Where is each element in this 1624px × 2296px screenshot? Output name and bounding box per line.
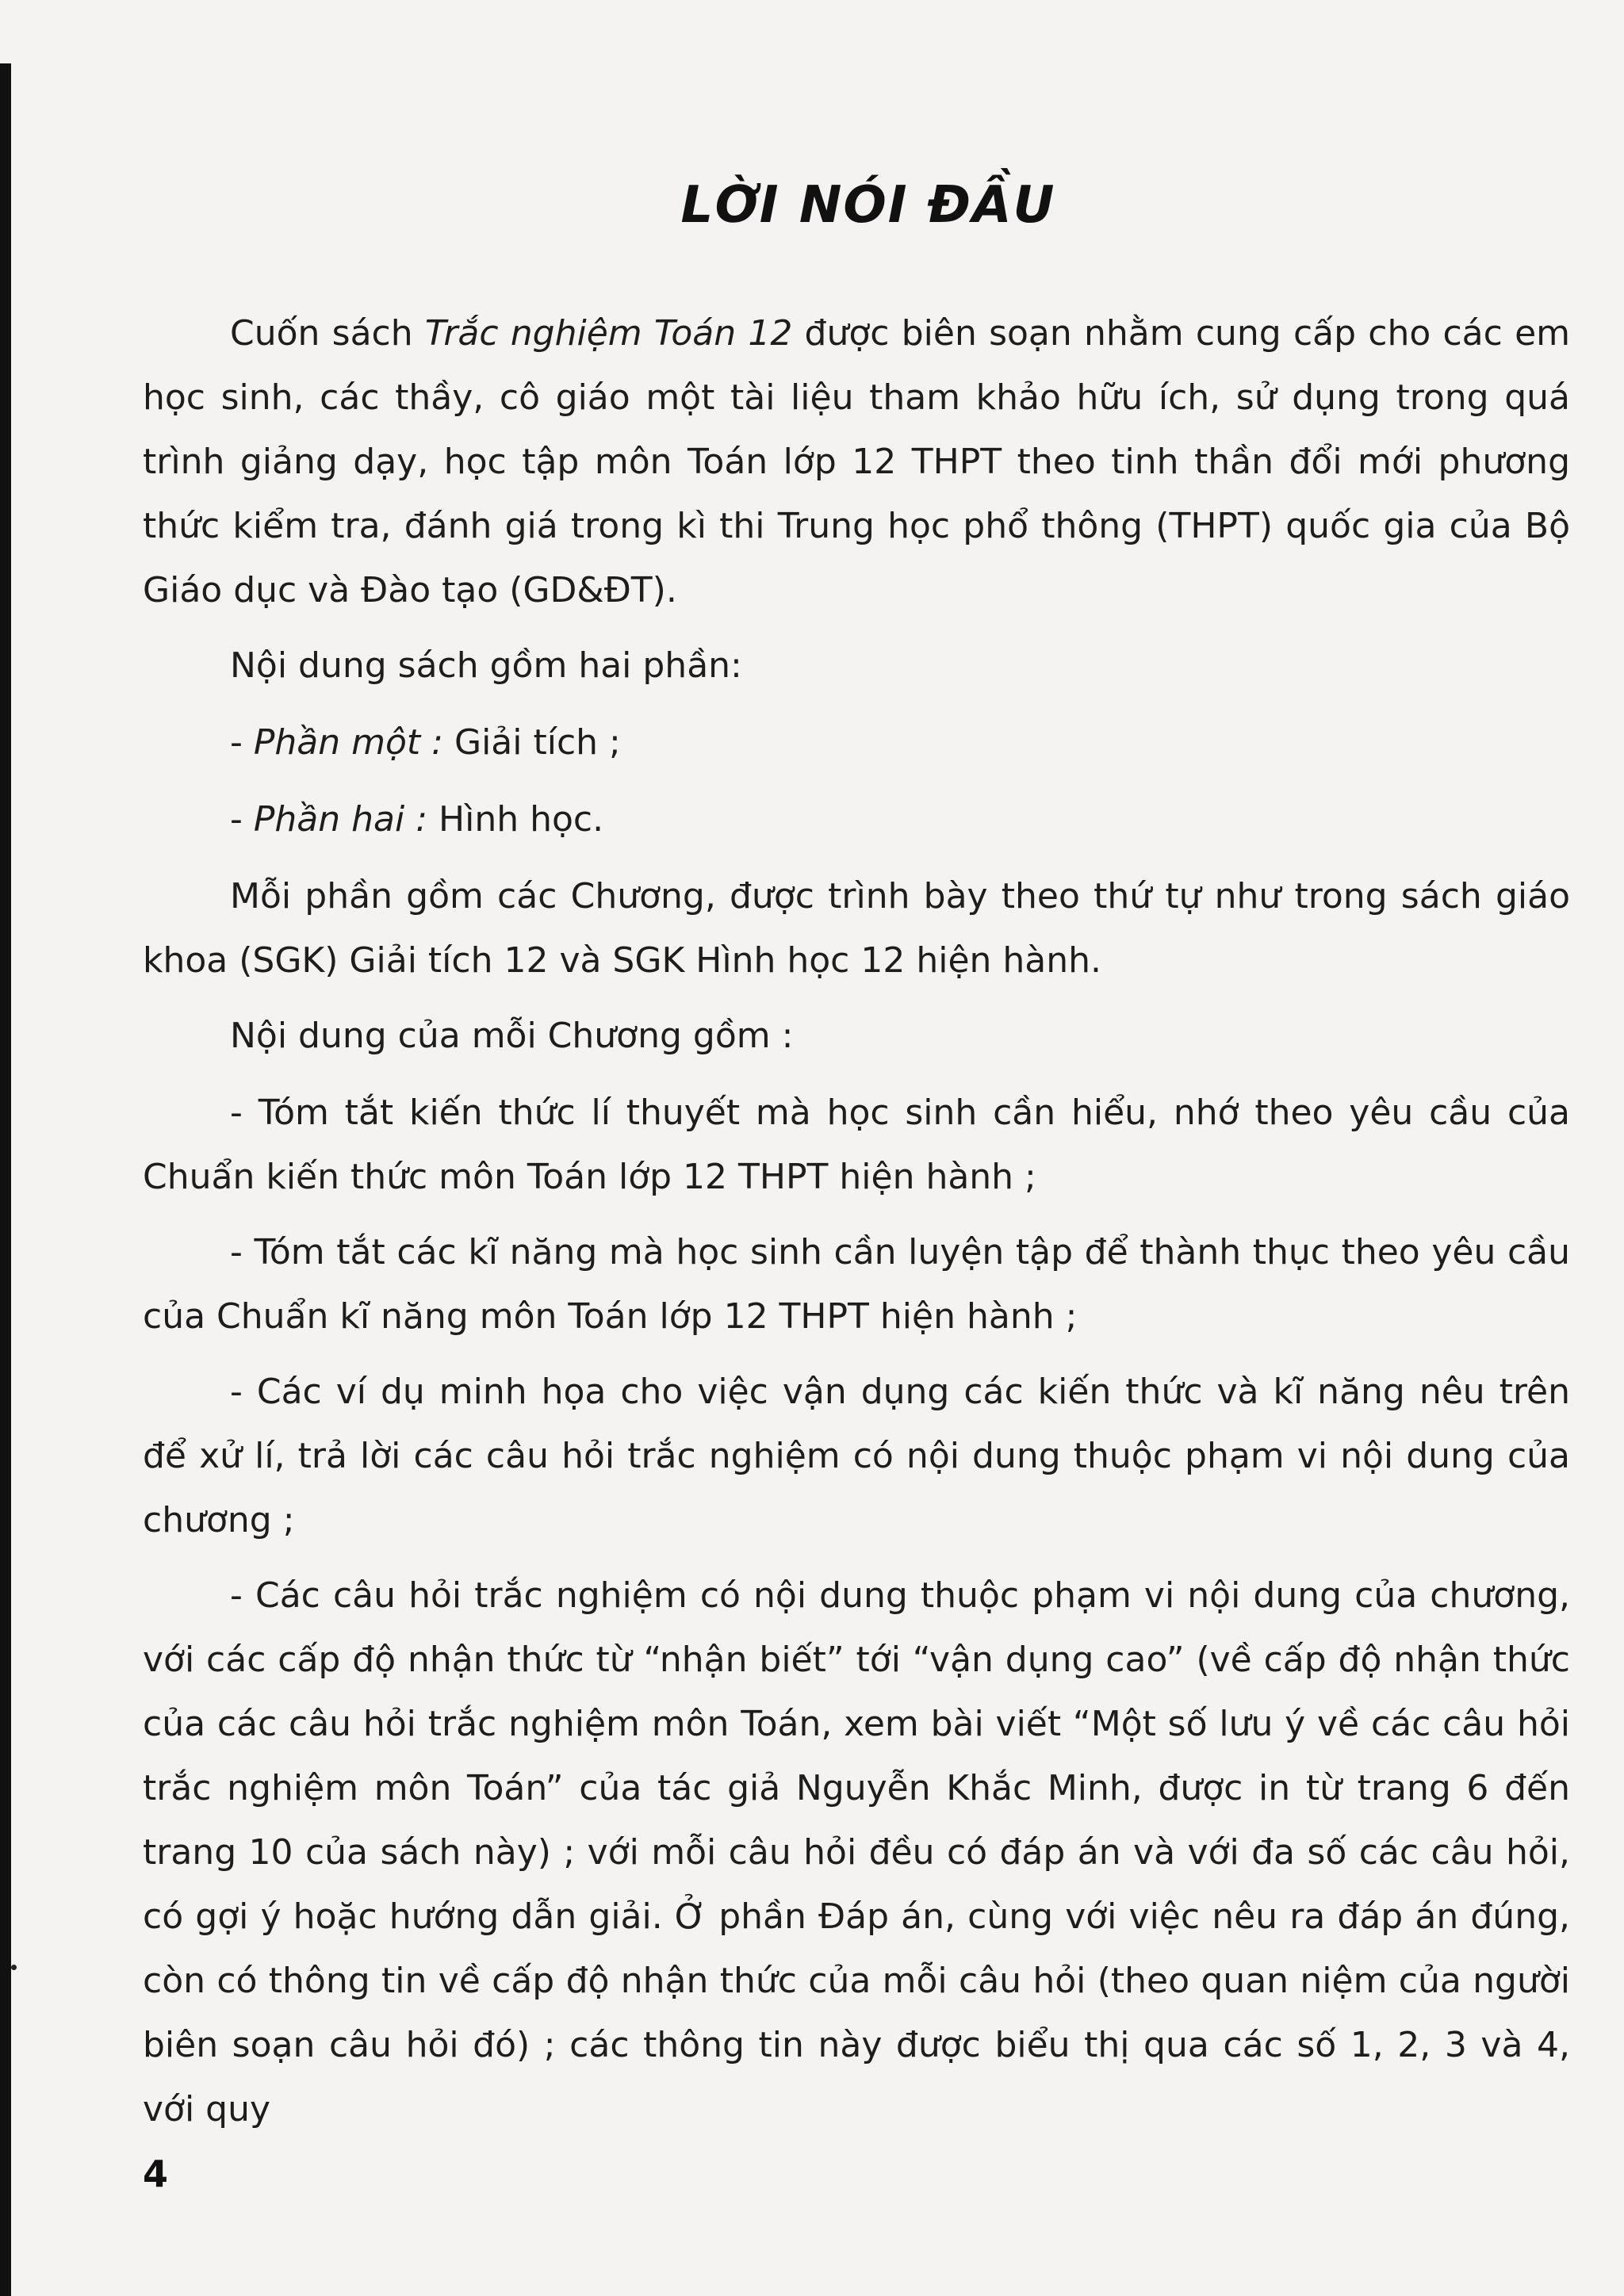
part-one-label: Phần một : xyxy=(253,722,443,763)
part-one-item xyxy=(143,710,1570,775)
bullet-knowledge: - Tóm tắt kiến thức lí thuyết mà học sinh cần hiểu, nhớ theo yêu cầu của Chuẩn kiến thức môn Toán lớp 12 THPT hiện hành ; xyxy=(143,1093,1570,1197)
part-two-item xyxy=(143,787,1570,851)
page-title: LỜI NÓI ĐẦU xyxy=(680,176,1056,235)
body-text xyxy=(143,301,1570,2152)
intro-paragraph xyxy=(143,301,1570,622)
chapter-contents-paragraph: Nội dung của mỗi Chương gồm : xyxy=(230,1016,794,1056)
scan-speck xyxy=(11,1965,17,1970)
bullet-questions: - Các câu hỏi trắc nghiệm có nội dung thuộc phạm vi nội dung của chương, với các cấp độ nhận thức từ “nhận biết” tới “vận dụng cao” (về cấp độ nhận thức của các câu hỏi trắc nghiệm môn Toán, xem bài viết “Một số lưu ý về các câu hỏi trắc nghiệm môn Toán” của tác giả Nguyễn Khắc Minh, được in từ trang 6 đến trang 10 của sách này) ; với mỗi câu hỏi đều có đáp án và với đa số các câu hỏi, có gợi ý hoặc hướng dẫn giải. Ở phần Đáp án, cùng với việc nêu ra đáp án đúng, còn có thông tin về cấp độ nhận thức của mỗi câu hỏi (theo quan niệm của người biên soạn câu hỏi đó) ; các thông tin này được biểu thị qua các số 1, 2, 3 và 4, với quy xyxy=(143,1575,1570,2130)
bullet-skills: - Tóm tắt các kĩ năng mà học sinh cần luyện tập để thành thục theo yêu cầu của Chuẩn kĩ năng môn Toán lớp 12 THPT hiện hành ; xyxy=(143,1232,1570,1337)
chapters-paragraph: Mỗi phần gồm các Chương, được trình bày theo thứ tự như trong sách giáo khoa (SGK) Giải tích 12 và SGK Hình học 12 hiện hành. xyxy=(143,876,1570,981)
part-two-text: Hình học. xyxy=(427,799,604,840)
part-two-dash: - xyxy=(230,799,254,840)
intro-text-after: được biên soạn nhằm cung cấp cho các em học sinh, các thầy, cô giáo một tài liệu tham khảo hữu ích, sử dụng trong quá trình giảng dạy, học tập môn Toán lớp 12 THPT theo tinh thần đổi mới phương thức kiểm tra, đánh giá trong kì thi Trung học phổ thông (THPT) quốc gia của Bộ Giáo dục và Đào tạo (GD&ĐT). xyxy=(143,313,1570,610)
book-page xyxy=(143,0,1594,2296)
intro-text-before: Cuốn sách xyxy=(230,313,425,354)
book-title-italic: Trắc nghiệm Toán 12 xyxy=(424,313,793,354)
bullet-examples: - Các ví dụ minh họa cho việc vận dụng các kiến thức và kĩ năng nêu trên để xử lí, trả lời các câu hỏi trắc nghiệm có nội dung thuộc phạm vi nội dung của chương ; xyxy=(143,1372,1570,1540)
part-two-label: Phần hai : xyxy=(253,799,428,840)
part-one-text: Giải tích ; xyxy=(442,722,621,763)
scan-edge-shadow xyxy=(0,63,11,2296)
page-number: 4 xyxy=(143,2152,169,2195)
part-one-dash: - xyxy=(230,722,254,763)
contents-paragraph: Nội dung sách gồm hai phần: xyxy=(230,645,742,686)
